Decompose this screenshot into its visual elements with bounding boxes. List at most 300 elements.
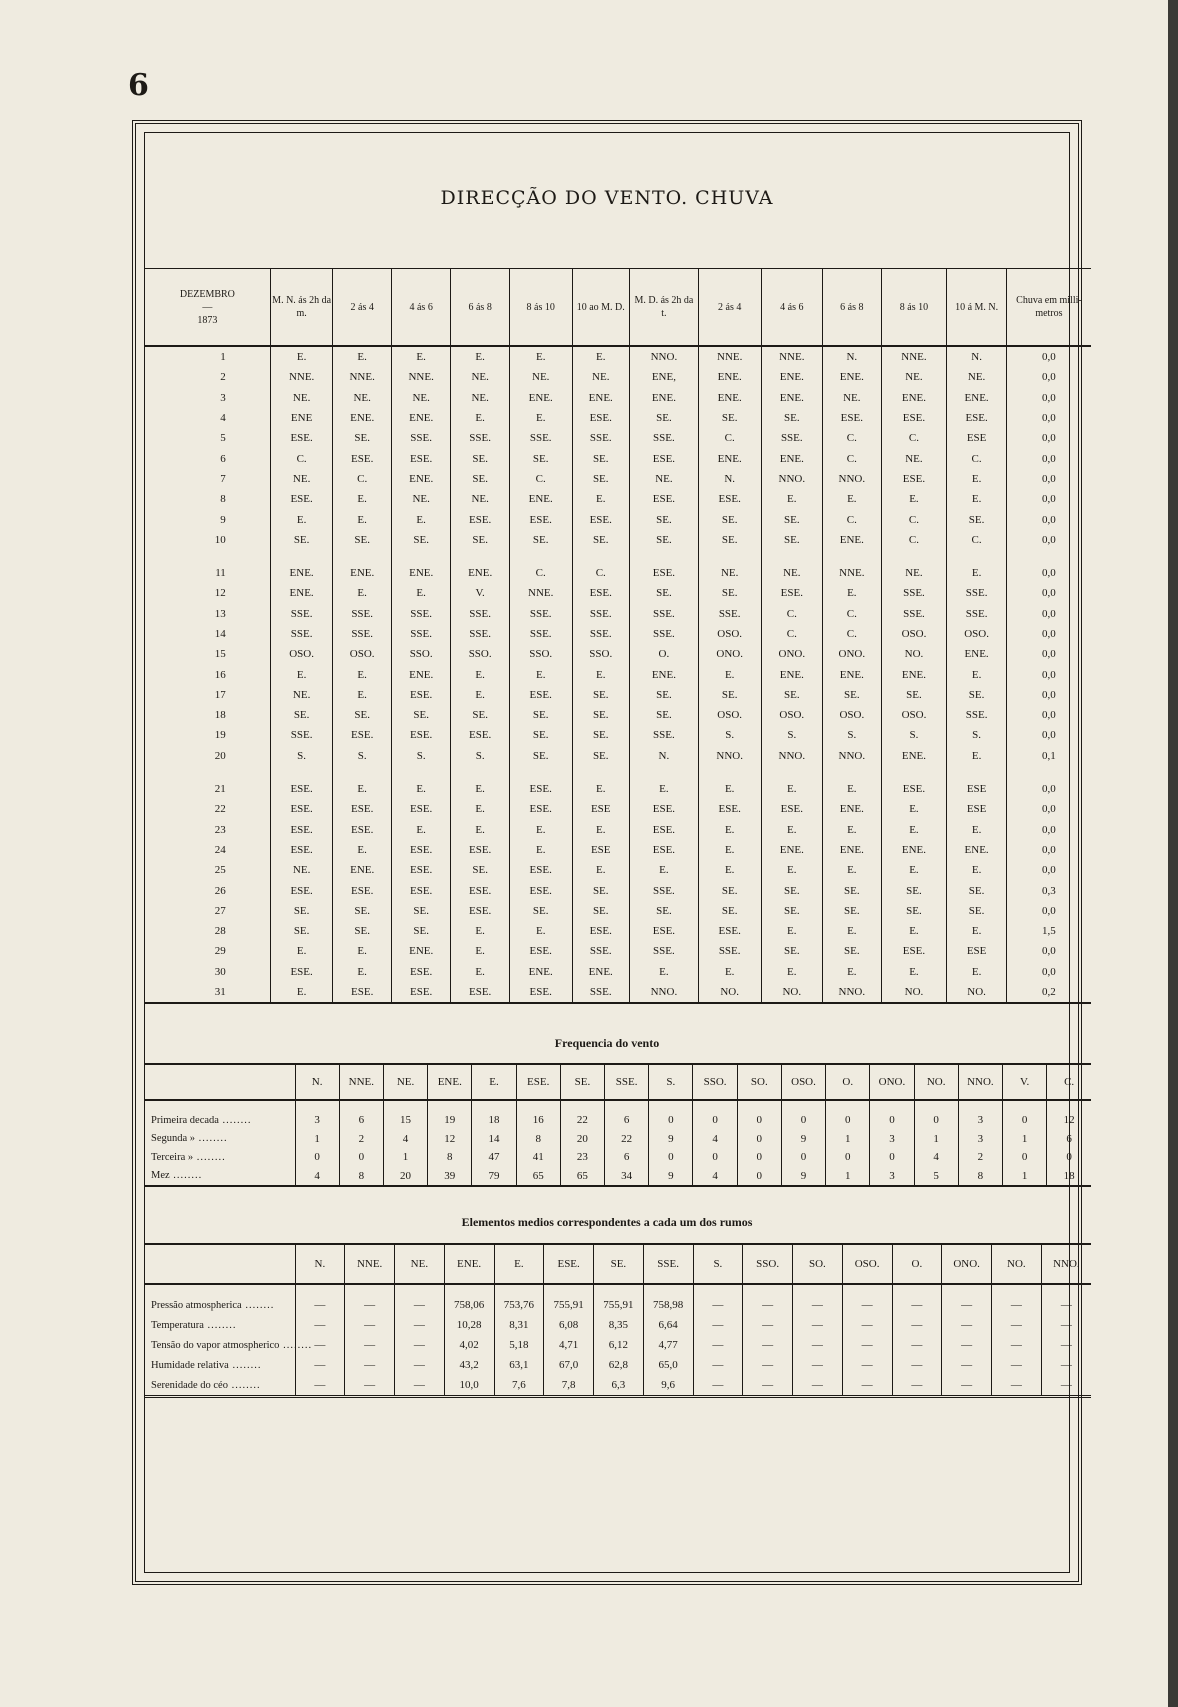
wind-cell: S.	[823, 725, 881, 745]
col-header: 2 ás 4	[333, 269, 391, 347]
wind-cell: OSO.	[761, 705, 823, 725]
wind-cell: E.	[333, 941, 391, 961]
row-label-text: Humidade relativa .....	[151, 1360, 261, 1371]
wind-cell: ENE.	[333, 408, 391, 428]
wind-cell: NE.	[451, 489, 509, 509]
elements-cell: —	[395, 1355, 445, 1375]
wind-cell: SE.	[947, 685, 1007, 705]
wind-cell: ENE.	[823, 530, 881, 550]
wind-cell: ENE.	[391, 664, 451, 684]
day-cell: 21	[214, 783, 226, 796]
frequency-col-header: OSO.	[781, 1064, 825, 1100]
col-header: 8 ás 10	[881, 269, 947, 347]
wind-cell: ESE	[947, 766, 1007, 799]
rain-cell: 0,0	[1006, 604, 1091, 624]
wind-cell: E.	[451, 962, 509, 982]
wind-cell: SE.	[333, 530, 391, 550]
elements-cell: —	[395, 1375, 445, 1397]
wind-cell: SE.	[509, 705, 572, 725]
frequency-cell: 1	[826, 1130, 870, 1149]
wind-cell: ESE.	[270, 489, 333, 509]
elements-cell: 7,6	[494, 1375, 544, 1397]
elements-cell: —	[345, 1315, 395, 1335]
wind-cell: SE.	[761, 509, 823, 529]
wind-cell: SE.	[333, 921, 391, 941]
table-row	[145, 982, 1091, 1003]
col-header: M. N. ás 2h da m.	[270, 269, 333, 347]
wind-cell: ESE.	[572, 583, 629, 603]
col-header: 2 ás 4	[698, 269, 761, 347]
row-label	[145, 1315, 295, 1335]
wind-cell: E.	[451, 921, 509, 941]
wind-cell: E.	[881, 860, 947, 880]
wind-cell: SSE.	[629, 624, 698, 644]
table-row	[145, 346, 1091, 367]
wind-cell: SE.	[698, 685, 761, 705]
wind-cell: E.	[333, 685, 391, 705]
wind-cell: ESE.	[270, 799, 333, 819]
elements-cell: —	[693, 1335, 743, 1355]
table-row	[145, 941, 1091, 961]
wind-cell: E.	[333, 346, 391, 367]
frequency-title: Frequencia do vento	[554, 1036, 660, 1050]
elements-cell: —	[992, 1284, 1042, 1315]
wind-cell: C.	[823, 509, 881, 529]
day-cell: 28	[214, 925, 226, 938]
frequency-cell: 0	[693, 1148, 737, 1167]
wind-cell: E.	[451, 799, 509, 819]
table-row	[145, 746, 1091, 766]
rain-cell: 0,0	[1006, 346, 1091, 367]
wind-cell: ESE.	[391, 840, 451, 860]
wind-cell: SSE.	[572, 982, 629, 1003]
rain-cell: 0,0	[1006, 644, 1091, 664]
rain-cell: 0,2	[1006, 982, 1091, 1003]
wind-cell: E.	[823, 860, 881, 880]
wind-cell: SSO.	[572, 644, 629, 664]
wind-cell: ESE.	[451, 840, 509, 860]
wind-cell: NE.	[391, 388, 451, 408]
wind-cell: NE.	[451, 367, 509, 387]
day-cell: 23	[214, 823, 226, 836]
elements-cell: —	[693, 1355, 743, 1375]
elements-cell: 758,98	[643, 1284, 693, 1315]
rain-cell: 0,0	[1006, 624, 1091, 644]
table-row	[145, 840, 1091, 860]
wind-cell: SE.	[947, 901, 1007, 921]
elements-cell: —	[842, 1315, 892, 1335]
frequency-cell: 6	[339, 1100, 383, 1130]
row-label	[145, 1100, 295, 1130]
frequency-cell: 2	[339, 1130, 383, 1149]
wind-cell: SE.	[761, 408, 823, 428]
elements-cell: —	[395, 1284, 445, 1315]
wind-cell: ESE.	[629, 448, 698, 468]
frequency-cell: 0	[826, 1100, 870, 1130]
wind-cell: SE.	[823, 880, 881, 900]
wind-cell: E.	[698, 962, 761, 982]
frequency-cell: 0	[1003, 1100, 1047, 1130]
main-header-row	[145, 269, 1091, 347]
wind-cell: SSO.	[391, 644, 451, 664]
frequency-cell: 0	[737, 1148, 781, 1167]
wind-cell: E.	[451, 685, 509, 705]
wind-cell: SE.	[947, 509, 1007, 529]
frequency-col-header: ONO.	[870, 1064, 914, 1100]
wind-cell: ESE.	[629, 799, 698, 819]
wind-cell: ENE.	[391, 941, 451, 961]
row-label-text: Tensão do vapor atmospherico .....	[151, 1340, 312, 1351]
col-header: 10 ao M. D.	[572, 269, 629, 347]
wind-cell: ENE.	[761, 448, 823, 468]
wind-cell: ENE.	[823, 840, 881, 860]
wind-cell: SE.	[333, 901, 391, 921]
elements-cell: —	[942, 1315, 992, 1335]
rain-cell: 0,0	[1006, 766, 1091, 799]
wind-cell: ONO.	[761, 644, 823, 664]
frequency-corner	[145, 1064, 295, 1100]
wind-cell: C.	[823, 448, 881, 468]
table-row	[145, 1335, 1091, 1355]
frequency-cell: 3	[870, 1130, 914, 1149]
elements-cell: —	[842, 1375, 892, 1397]
frequency-cell: 1	[383, 1148, 427, 1167]
wind-cell: E.	[947, 746, 1007, 766]
col-header: Chuva em milli-metros	[1006, 269, 1091, 347]
wind-cell: C.	[509, 469, 572, 489]
elements-cell: —	[793, 1284, 843, 1315]
elements-cell: 753,76	[494, 1284, 544, 1315]
wind-cell: ESE.	[451, 982, 509, 1003]
elements-cell: —	[892, 1335, 942, 1355]
elements-col-header: NO.	[992, 1244, 1042, 1284]
wind-cell: E.	[333, 489, 391, 509]
wind-cell: C.	[881, 530, 947, 550]
wind-cell: S.	[761, 725, 823, 745]
elements-cell: —	[793, 1315, 843, 1335]
elements-col-header: O.	[892, 1244, 942, 1284]
wind-cell: NE.	[509, 367, 572, 387]
wind-cell: E.	[947, 860, 1007, 880]
wind-cell: E.	[761, 962, 823, 982]
wind-cell: E.	[947, 921, 1007, 941]
wind-cell: ESE.	[391, 448, 451, 468]
wind-cell: ESE.	[572, 509, 629, 529]
wind-cell: NO.	[881, 644, 947, 664]
wind-cell: SE.	[333, 428, 391, 448]
wind-cell: ENE.	[698, 367, 761, 387]
table-row	[145, 901, 1091, 921]
frequency-col-header: SO.	[737, 1064, 781, 1100]
wind-cell: E.	[947, 820, 1007, 840]
frequency-col-header: NO.	[914, 1064, 958, 1100]
wind-cell: SE.	[823, 685, 881, 705]
wind-cell: ENE.	[509, 962, 572, 982]
wind-cell: ESE.	[629, 820, 698, 840]
table-frame-inner	[144, 132, 1082, 1573]
wind-cell: NNE.	[881, 346, 947, 367]
wind-cell: C.	[270, 448, 333, 468]
wind-cell: SE.	[629, 901, 698, 921]
wind-cell: ENE.	[333, 860, 391, 880]
rain-cell: 0,3	[1006, 880, 1091, 900]
wind-cell: SE.	[629, 685, 698, 705]
frequency-cell: 4	[914, 1148, 958, 1167]
wind-cell: E.	[391, 820, 451, 840]
elements-col-header: OSO.	[842, 1244, 892, 1284]
elements-cell: 6,3	[594, 1375, 644, 1397]
wind-cell: ENE.	[270, 550, 333, 583]
wind-cell: ESE.	[451, 725, 509, 745]
table-row	[145, 1130, 1091, 1149]
rain-cell: 0,1	[1006, 746, 1091, 766]
frequency-cell: 9	[781, 1130, 825, 1149]
wind-cell: ESE.	[509, 799, 572, 819]
wind-cell: E.	[698, 664, 761, 684]
elements-cell: —	[693, 1315, 743, 1335]
wind-cell: E.	[629, 962, 698, 982]
wind-cell: ENE.	[947, 388, 1007, 408]
wind-cell: E.	[881, 962, 947, 982]
wind-cell: SE.	[509, 530, 572, 550]
wind-cell: E.	[391, 766, 451, 799]
wind-cell: SE.	[451, 469, 509, 489]
frequency-cell: 39	[428, 1167, 472, 1187]
wind-cell: ENE.	[391, 550, 451, 583]
frequency-cell: 79	[472, 1167, 516, 1187]
wind-cell: NNE.	[270, 367, 333, 387]
wind-cell: E.	[270, 941, 333, 961]
elements-cell: —	[345, 1284, 395, 1315]
day-cell: 14	[214, 628, 226, 640]
wind-cell: NO.	[947, 982, 1007, 1003]
wind-cell: SSE.	[698, 604, 761, 624]
wind-cell: NE.	[270, 388, 333, 408]
frequency-cell: 1	[295, 1130, 339, 1149]
wind-cell: NNE.	[698, 346, 761, 367]
day-cell: 3	[220, 391, 226, 404]
frequency-col-header: S.	[649, 1064, 693, 1100]
elements-cell: —	[1041, 1375, 1091, 1397]
wind-cell: S.	[391, 746, 451, 766]
elements-cell: —	[942, 1355, 992, 1375]
wind-cell: SSE.	[270, 624, 333, 644]
elements-col-header: NE.	[395, 1244, 445, 1284]
elements-cell: 5,18	[494, 1335, 544, 1355]
frequency-col-header: NE.	[383, 1064, 427, 1100]
wind-cell: ESE.	[761, 583, 823, 603]
frequency-cell: 22	[605, 1130, 649, 1149]
wind-cell: NNE.	[333, 367, 391, 387]
elements-cell: 6,08	[544, 1315, 594, 1335]
wind-cell: SE.	[509, 901, 572, 921]
page-title: DIRECÇÃO DO VENTO. CHUVA	[440, 187, 774, 209]
table-row	[145, 820, 1091, 840]
wind-cell: SE.	[270, 901, 333, 921]
day-cell: 2	[220, 371, 226, 384]
wind-cell: ESE.	[509, 941, 572, 961]
wind-cell: E.	[881, 799, 947, 819]
wind-cell: ENE.	[881, 840, 947, 860]
wind-cell: E.	[761, 860, 823, 880]
wind-cell: NNO.	[823, 746, 881, 766]
rain-cell: 0,0	[1006, 448, 1091, 468]
wind-cell: SE.	[391, 705, 451, 725]
month-year-header	[145, 269, 270, 347]
wind-cell: ESE	[947, 799, 1007, 819]
wind-cell: OSO.	[881, 705, 947, 725]
wind-cell: N.	[947, 346, 1007, 367]
wind-cell: ESE.	[629, 550, 698, 583]
rain-cell: 0,0	[1006, 550, 1091, 583]
elements-cell: —	[345, 1355, 395, 1375]
wind-cell: ESE.	[391, 799, 451, 819]
elements-col-header: NNE.	[345, 1244, 395, 1284]
frequency-cell: 0	[826, 1148, 870, 1167]
wind-cell: ESE.	[270, 766, 333, 799]
wind-cell: SE.	[451, 705, 509, 725]
rain-cell: 0,0	[1006, 860, 1091, 880]
wind-cell: ENE.	[881, 746, 947, 766]
year-label: 1873	[197, 314, 218, 326]
wind-cell: OSO.	[823, 705, 881, 725]
wind-cell: E.	[333, 962, 391, 982]
wind-cell: E.	[451, 820, 509, 840]
rain-cell: 0,0	[1006, 428, 1091, 448]
wind-cell: SE.	[572, 901, 629, 921]
frequency-cell: 0	[693, 1100, 737, 1130]
wind-cell: SSE.	[629, 880, 698, 900]
rain-cell: 0,0	[1006, 685, 1091, 705]
wind-cell: ESE.	[629, 921, 698, 941]
wind-cell: SE.	[629, 509, 698, 529]
row-label-text: Terceira » .....	[151, 1152, 226, 1163]
frequency-cell: 1	[826, 1167, 870, 1187]
wind-cell: E.	[761, 820, 823, 840]
frequency-cell: 0	[649, 1100, 693, 1130]
wind-cell: S.	[333, 746, 391, 766]
day-cell: 16	[214, 668, 226, 681]
wind-cell: NNE.	[761, 346, 823, 367]
wind-cell: ESE.	[391, 982, 451, 1003]
elements-cell: 7,8	[544, 1375, 594, 1397]
elements-corner	[145, 1244, 295, 1284]
table-row	[145, 530, 1091, 550]
frequency-col-header: SSE.	[605, 1064, 649, 1100]
wind-cell: ESE.	[881, 469, 947, 489]
frequency-col-header: ESE.	[516, 1064, 560, 1100]
row-label	[145, 1375, 295, 1397]
rain-cell: 0,0	[1006, 820, 1091, 840]
elements-cell: —	[295, 1315, 345, 1335]
elements-col-header: SO.	[793, 1244, 843, 1284]
wind-cell: ESE.	[823, 408, 881, 428]
wind-cell: ONO.	[698, 644, 761, 664]
wind-cell: E.	[947, 489, 1007, 509]
wind-cell: S.	[698, 725, 761, 745]
table-row	[145, 1355, 1091, 1375]
wind-cell: E.	[947, 469, 1007, 489]
table-row	[145, 489, 1091, 509]
wind-cell: SSE.	[629, 725, 698, 745]
wind-cell: ESE	[572, 840, 629, 860]
wind-cell: C.	[823, 604, 881, 624]
frequency-cell: 0	[1047, 1148, 1091, 1167]
wind-cell: SE.	[572, 705, 629, 725]
wind-cell: ESE.	[698, 799, 761, 819]
rain-cell: 0,0	[1006, 705, 1091, 725]
wind-cell: E.	[509, 840, 572, 860]
rain-cell: 1,5	[1006, 921, 1091, 941]
wind-cell: NE.	[270, 860, 333, 880]
wind-cell: S.	[270, 746, 333, 766]
elements-cell: —	[743, 1355, 793, 1375]
wind-cell: ESE.	[509, 766, 572, 799]
wind-cell: ENE.	[761, 840, 823, 860]
wind-cell: SE.	[509, 746, 572, 766]
main-table-body	[145, 346, 1091, 1003]
row-label	[145, 1167, 295, 1187]
wind-cell: SSE.	[947, 604, 1007, 624]
wind-cell: E.	[572, 860, 629, 880]
wind-cell: SE.	[270, 705, 333, 725]
wind-cell: SE.	[572, 725, 629, 745]
wind-cell: SE.	[629, 408, 698, 428]
wind-cell: ENE.	[391, 469, 451, 489]
wind-cell: C.	[947, 530, 1007, 550]
wind-cell: C.	[947, 448, 1007, 468]
elements-cell: 4,02	[444, 1335, 494, 1355]
rain-cell: 0,0	[1006, 583, 1091, 603]
frequency-cell: 2	[958, 1148, 1002, 1167]
frequency-cell: 4	[383, 1130, 427, 1149]
table-row	[145, 1148, 1091, 1167]
wind-cell: ENE.	[947, 840, 1007, 860]
frequency-cell: 3	[295, 1100, 339, 1130]
frequency-cell: 4	[693, 1130, 737, 1149]
wind-cell: S.	[881, 725, 947, 745]
elements-cell: —	[395, 1335, 445, 1355]
wind-cell: SE.	[698, 408, 761, 428]
day-cell: 10	[214, 533, 226, 546]
elements-cell: —	[992, 1315, 1042, 1335]
day-cell: 27	[214, 904, 226, 917]
day-cell: 18	[214, 709, 226, 722]
elements-cell: —	[693, 1375, 743, 1397]
wind-cell: E.	[270, 664, 333, 684]
wind-cell: E.	[270, 982, 333, 1003]
wind-cell: NNO.	[823, 469, 881, 489]
elements-cell: 758,06	[444, 1284, 494, 1315]
elements-col-header: NNO.	[1041, 1244, 1091, 1284]
wind-cell: E.	[333, 509, 391, 529]
frequency-cell: 8	[339, 1167, 383, 1187]
table-row	[145, 644, 1091, 664]
wind-cell: ESE.	[270, 840, 333, 860]
wind-cell: NE.	[629, 469, 698, 489]
table-row	[145, 1315, 1091, 1335]
wind-cell: E.	[509, 921, 572, 941]
frequency-cell: 1	[1003, 1167, 1047, 1187]
table-row	[145, 367, 1091, 387]
day-cell: 1	[220, 351, 226, 364]
wind-cell: ESE	[947, 941, 1007, 961]
wind-cell: SE.	[881, 880, 947, 900]
frequency-cell: 14	[472, 1130, 516, 1149]
rain-cell: 0,0	[1006, 530, 1091, 550]
wind-cell: ESE.	[270, 880, 333, 900]
wind-cell: SE.	[451, 448, 509, 468]
